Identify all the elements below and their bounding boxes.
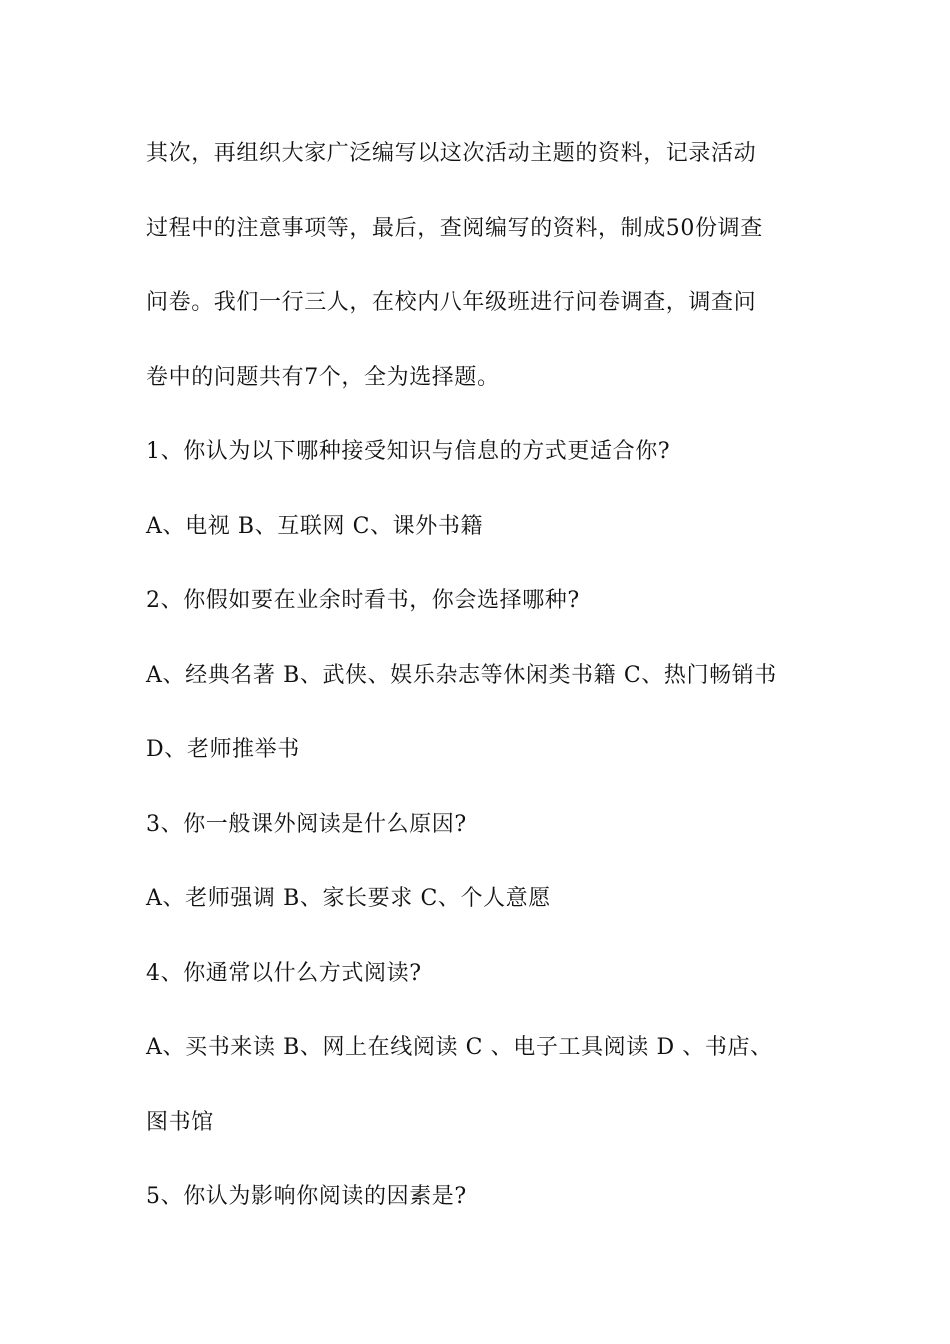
question-4-options-line-1: A、买书来读 B、网上在线阅读 C 、电子工具阅读 D 、书店、	[146, 1035, 773, 1060]
question-3: 3、你一般课外阅读是什么原因?	[146, 811, 467, 837]
question-5: 5、你认为影响你阅读的因素是?	[146, 1184, 467, 1209]
question-1: 1、你认为以下哪种接受知识与信息的方式更适合你?	[146, 439, 671, 464]
paragraph-line-intro-3: 问卷。我们一行三人，在校内八年级班进行问卷调查，调查问	[146, 290, 757, 315]
question-2-options-line-2: D、老师推举书	[146, 737, 300, 762]
question-2: 2、你假如要在业余时看书，你会选择哪种?	[146, 588, 580, 613]
question-4: 4、你通常以什么方式阅读?	[146, 960, 422, 986]
question-1-options: A、电视 B、互联网 C、课外书籍	[146, 513, 484, 539]
question-2-options-line-1: A、经典名著 B、武侠、娱乐杂志等休闲类书籍 C、热门畅销书	[146, 662, 777, 688]
paragraph-line-intro-4: 卷中的问题共有7个，全为选择题。	[146, 364, 500, 390]
question-3-options: A、老师强调 B、家长要求 C、个人意愿	[146, 886, 551, 911]
paragraph-line-intro-1: 其次，再组织大家广泛编写以这次活动主题的资料，记录活动	[146, 141, 757, 166]
paragraph-line-intro-2: 过程中的注意事项等，最后，查阅编写的资料，制成50份调查	[146, 215, 763, 241]
document-body	[146, 130, 816, 1248]
question-4-options-line-2: 图书馆	[146, 1109, 214, 1135]
